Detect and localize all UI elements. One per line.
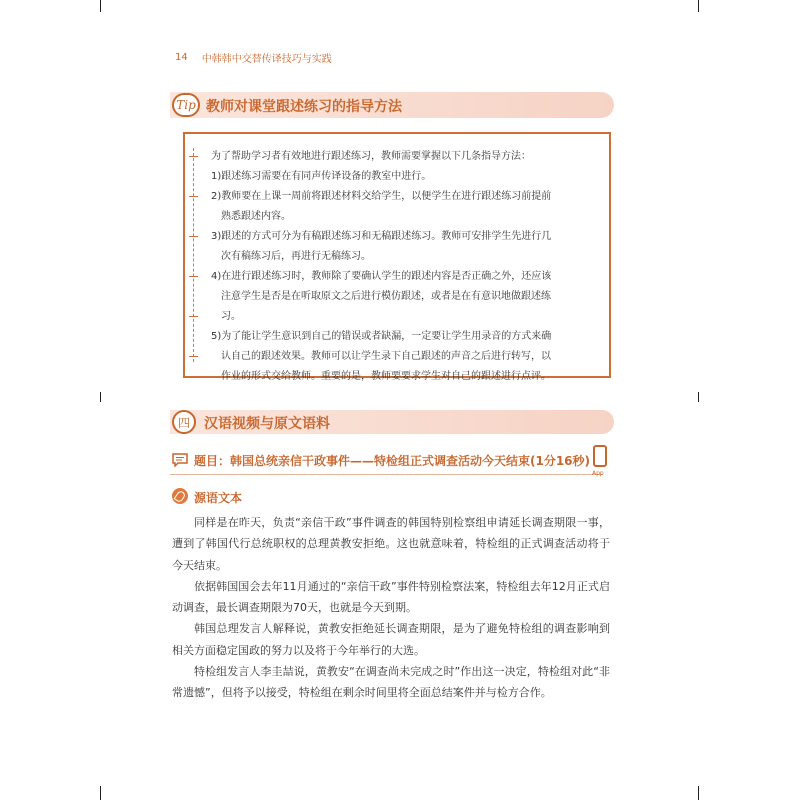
crop-mark: [698, 0, 699, 12]
tip-box-tick: [189, 236, 198, 237]
source-text-body: [172, 512, 610, 704]
page-header: [175, 50, 332, 65]
tip-item-2: 2)教师要在上课一周前将跟述材料交给学生，以便学生在进行跟述练习前提前: [211, 191, 552, 202]
tip-content: [211, 147, 597, 387]
source-paragraph: 韩国总理发言人解释说，黄教安拒绝延长调查期限，是为了避免特检组的调查影响到相关方面稳定国政的努力以及将于今年举行的大选。: [172, 622, 610, 657]
crop-mark: [698, 786, 699, 800]
pen-circle-icon: [172, 488, 188, 504]
tip-item-1: 1)跟述练习需要在有同声传译设备的教室中进行。: [211, 171, 432, 182]
chat-bubble-icon: [172, 453, 188, 467]
tip-box: [183, 132, 611, 382]
crop-mark: [698, 392, 699, 402]
topic-title: 题目：韩国总统亲信干政事件——特检组正式调查活动今天结束(1分16秒): [194, 454, 591, 468]
page-number: 14: [175, 52, 188, 63]
source-paragraph: 特检组发言人李圭喆说，黄教安“在调查尚未完成之时”作出这一决定，特检组对此“非常遗憾”，但将予以接受，特检组在剩余时间里将全面总结案件并与检方合作。: [172, 665, 610, 700]
section-title: 汉语视频与原文语料: [204, 416, 330, 432]
tip-box-tick: [189, 196, 198, 197]
tip-item-5-cont: 认自己的跟述效果。教师可以让学生录下自己跟述的声音之后进行转写，以 作业的形式交给教师。重要的是，教师要要求学生对自己的跟述进行点评。: [221, 351, 551, 382]
source-text-title: 源语文本: [194, 491, 243, 505]
tip-badge-icon: Tip: [172, 93, 200, 117]
tip-intro: 为了帮助学习者有效地进行跟述练习，教师需要掌握以下几条指导方法：: [211, 151, 531, 162]
phone-app-icon: [593, 445, 607, 467]
crop-mark: [100, 0, 101, 12]
app-label: App: [592, 470, 604, 477]
tip-item-5: 5)为了能让学生意识到自己的错误或者缺漏，一定要让学生用录音的方式来确: [211, 331, 552, 342]
section-number-badge: 四: [172, 410, 196, 434]
tip-item-3-cont: 次有稿练习后，再进行无稿练习。: [221, 251, 371, 262]
tip-item-3: 3)跟述的方式可分为有稿跟述练习和无稿跟述练习。教师可安排学生先进行几: [211, 231, 552, 242]
crop-mark: [100, 786, 101, 800]
tip-box-dashed-line: [193, 148, 194, 362]
tip-title: 教师对课堂跟述练习的指导方法: [206, 99, 402, 115]
tip-item-4: 4)在进行跟述练习时，教师除了要确认学生的跟述内容是否正确之外，还应该: [211, 271, 552, 282]
tip-item-2-cont: 熟悉跟述内容。: [221, 211, 291, 222]
source-paragraph: 依据韩国国会去年11月通过的“亲信干政”事件特别检察法案，特检组去年12月正式启动调查，最长调查期限为70天，也就是今天到期。: [172, 579, 610, 615]
tip-box-tick: [189, 356, 198, 357]
tip-item-4-cont: 注意学生是否是在听取原文之后进行模仿跟述，或者是在有意识地做跟述练 习。: [221, 291, 551, 322]
tip-box-tick: [189, 156, 198, 157]
tip-box-tick: [189, 316, 198, 317]
book-title: 中韩韩中交替传译技巧与实践: [201, 54, 332, 65]
source-paragraph: 同样是在昨天，负责“亲信干政”事件调查的韩国特别检察组申请延长调查期限一事，遭到了韩国代行总统职权的总理黄教安拒绝。这也就意味着，特检组的正式调查活动将于今天结束。: [172, 516, 610, 572]
tip-box-tick: [189, 276, 198, 277]
crop-mark: [100, 392, 101, 402]
